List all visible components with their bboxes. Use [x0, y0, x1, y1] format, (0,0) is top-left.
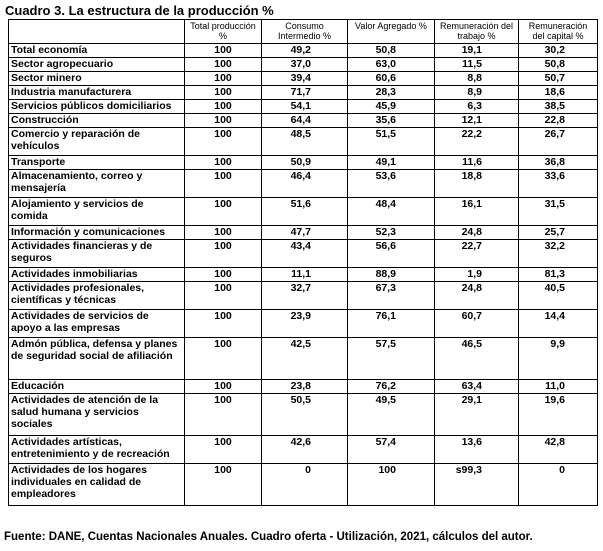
table-row: [9, 58, 598, 72]
sector-cell: Actividades profesionales, científicas y técnicas: [9, 282, 185, 310]
valor-agregado-cell: 48,4: [348, 198, 435, 226]
remuneracion-trabajo-cell: 18,8: [435, 170, 519, 198]
remuneracion-capital-cell: 19,6: [519, 394, 598, 436]
header-valor-agregado: Valor Agregado %: [348, 20, 435, 44]
table-row: [9, 128, 598, 156]
remuneracion-capital-cell: 22,8: [519, 114, 598, 128]
total-cell: 100: [185, 58, 262, 72]
sector-cell: Actividades financieras y de seguros: [9, 240, 185, 268]
sector-cell: Actividades de servicios de apoyo a las empresas: [9, 310, 185, 338]
remuneracion-capital-cell: 81,3: [519, 268, 598, 282]
remuneracion-capital-cell: 42,8: [519, 436, 598, 464]
table-row: [9, 170, 598, 198]
header-remuneracion-trabajo: Remuneración del trabajo %: [435, 20, 519, 44]
valor-agregado-cell: 52,3: [348, 226, 435, 240]
remuneracion-capital-cell: 18,6: [519, 86, 598, 100]
consumo-intermedio-cell: 46,4: [262, 170, 348, 198]
sector-cell: Construcción: [9, 114, 185, 128]
valor-agregado-cell: 57,5: [348, 338, 435, 380]
table-row: [9, 436, 598, 464]
remuneracion-trabajo-cell: 12,1: [435, 114, 519, 128]
header-total-produccion: Total producción %: [185, 20, 262, 44]
consumo-intermedio-cell: 0: [262, 464, 348, 506]
total-cell: 100: [185, 240, 262, 268]
consumo-intermedio-cell: 50,5: [262, 394, 348, 436]
remuneracion-trabajo-cell: 22,7: [435, 240, 519, 268]
remuneracion-trabajo-cell: 16,1: [435, 198, 519, 226]
table-row: [9, 198, 598, 226]
header-sector: [9, 20, 185, 44]
table-row: [9, 380, 598, 394]
remuneracion-capital-cell: 30,2: [519, 44, 598, 58]
table-row: [9, 100, 598, 114]
remuneracion-capital-cell: 31,5: [519, 198, 598, 226]
total-cell: 100: [185, 72, 262, 86]
remuneracion-trabajo-cell: 24,8: [435, 226, 519, 240]
total-cell: 100: [185, 114, 262, 128]
consumo-intermedio-cell: 54,1: [262, 100, 348, 114]
valor-agregado-cell: 53,6: [348, 170, 435, 198]
valor-agregado-cell: 28,3: [348, 86, 435, 100]
table-row: [9, 114, 598, 128]
consumo-intermedio-cell: 42,6: [262, 436, 348, 464]
total-cell: 100: [185, 128, 262, 156]
table-row: [9, 268, 598, 282]
sector-cell: Actividades de los hogares individuales en calidad de empleadores: [9, 464, 185, 506]
remuneracion-trabajo-cell: 8,8: [435, 72, 519, 86]
consumo-intermedio-cell: 37,0: [262, 58, 348, 72]
total-cell: 100: [185, 86, 262, 100]
remuneracion-capital-cell: 40,5: [519, 282, 598, 310]
sector-cell: Servicios públicos domiciliarios: [9, 100, 185, 114]
remuneracion-capital-cell: 0: [519, 464, 598, 506]
remuneracion-trabajo-cell: 46,5: [435, 338, 519, 380]
table-row: [9, 464, 598, 506]
valor-agregado-cell: 76,2: [348, 380, 435, 394]
remuneracion-trabajo-cell: 63,4: [435, 380, 519, 394]
remuneracion-trabajo-cell: 60,7: [435, 310, 519, 338]
remuneracion-capital-cell: 36,8: [519, 156, 598, 170]
table-row: [9, 310, 598, 338]
table-row: [9, 156, 598, 170]
valor-agregado-cell: 57,4: [348, 436, 435, 464]
sector-cell: Total economía: [9, 44, 185, 58]
remuneracion-trabajo-cell: 29,1: [435, 394, 519, 436]
sector-cell: Actividades inmobiliarias: [9, 268, 185, 282]
sector-cell: Industria manufacturera: [9, 86, 185, 100]
remuneracion-trabajo-cell: 6,3: [435, 100, 519, 114]
consumo-intermedio-cell: 43,4: [262, 240, 348, 268]
valor-agregado-cell: 51,5: [348, 128, 435, 156]
valor-agregado-cell: 49,5: [348, 394, 435, 436]
remuneracion-capital-cell: 9,9: [519, 338, 598, 380]
consumo-intermedio-cell: 49,2: [262, 44, 348, 58]
consumo-intermedio-cell: 23,9: [262, 310, 348, 338]
production-structure-table: [8, 19, 598, 506]
valor-agregado-cell: 45,9: [348, 100, 435, 114]
valor-agregado-cell: 50,8: [348, 44, 435, 58]
consumo-intermedio-cell: 50,9: [262, 156, 348, 170]
total-cell: 100: [185, 310, 262, 338]
sector-cell: Educación: [9, 380, 185, 394]
total-cell: 100: [185, 198, 262, 226]
sector-cell: Alojamiento y servicios de comida: [9, 198, 185, 226]
total-cell: 100: [185, 338, 262, 380]
sector-cell: Admón pública, defensa y planes de seguridad social de afiliación: [9, 338, 185, 380]
remuneracion-trabajo-cell: 11,5: [435, 58, 519, 72]
table-row: [9, 338, 598, 380]
consumo-intermedio-cell: 64,4: [262, 114, 348, 128]
consumo-intermedio-cell: 32,7: [262, 282, 348, 310]
consumo-intermedio-cell: 23,8: [262, 380, 348, 394]
header-consumo-intermedio: Consumo Intermedio %: [262, 20, 348, 44]
remuneracion-trabajo-cell: s99,3: [435, 464, 519, 506]
remuneracion-trabajo-cell: 11,6: [435, 156, 519, 170]
total-cell: 100: [185, 156, 262, 170]
valor-agregado-cell: 100: [348, 464, 435, 506]
consumo-intermedio-cell: 47,7: [262, 226, 348, 240]
sector-cell: Sector agropecuario: [9, 58, 185, 72]
remuneracion-capital-cell: 11,0: [519, 380, 598, 394]
total-cell: 100: [185, 268, 262, 282]
remuneracion-capital-cell: 14,4: [519, 310, 598, 338]
remuneracion-trabajo-cell: 8,9: [435, 86, 519, 100]
table-row: [9, 44, 598, 58]
source-footnote: Fuente: DANE, Cuentas Nacionales Anuales. Cuadro oferta - Utilización, 2021, cálculos del autor.: [4, 531, 533, 543]
total-cell: 100: [185, 226, 262, 240]
table-title: Cuadro 3. La estructura de la producción %: [5, 3, 274, 18]
table-row: [9, 394, 598, 436]
total-cell: 100: [185, 44, 262, 58]
consumo-intermedio-cell: 51,6: [262, 198, 348, 226]
valor-agregado-cell: 56,6: [348, 240, 435, 268]
sector-cell: Actividades de atención de la salud humana y servicios sociales: [9, 394, 185, 436]
remuneracion-capital-cell: 26,7: [519, 128, 598, 156]
remuneracion-trabajo-cell: 13,6: [435, 436, 519, 464]
consumo-intermedio-cell: 48,5: [262, 128, 348, 156]
header-row: [9, 20, 598, 44]
remuneracion-capital-cell: 33,6: [519, 170, 598, 198]
sector-cell: Sector minero: [9, 72, 185, 86]
sector-cell: Información y comunicaciones: [9, 226, 185, 240]
consumo-intermedio-cell: 71,7: [262, 86, 348, 100]
table-row: [9, 86, 598, 100]
remuneracion-capital-cell: 50,7: [519, 72, 598, 86]
valor-agregado-cell: 49,1: [348, 156, 435, 170]
valor-agregado-cell: 88,9: [348, 268, 435, 282]
remuneracion-capital-cell: 38,5: [519, 100, 598, 114]
table-row: [9, 240, 598, 268]
header-remuneracion-capital: Remuneración del capital %: [519, 20, 598, 44]
total-cell: 100: [185, 394, 262, 436]
total-cell: 100: [185, 170, 262, 198]
remuneracion-capital-cell: 32,2: [519, 240, 598, 268]
remuneracion-capital-cell: 25,7: [519, 226, 598, 240]
sector-cell: Actividades artísticas, entretenimiento y de recreación: [9, 436, 185, 464]
table-row: [9, 226, 598, 240]
table-row: [9, 72, 598, 86]
sector-cell: Comercio y reparación de vehículos: [9, 128, 185, 156]
valor-agregado-cell: 76,1: [348, 310, 435, 338]
total-cell: 100: [185, 380, 262, 394]
sector-cell: Transporte: [9, 156, 185, 170]
total-cell: 100: [185, 436, 262, 464]
table-row: [9, 282, 598, 310]
consumo-intermedio-cell: 42,5: [262, 338, 348, 380]
total-cell: 100: [185, 282, 262, 310]
valor-agregado-cell: 60,6: [348, 72, 435, 86]
remuneracion-trabajo-cell: 19,1: [435, 44, 519, 58]
valor-agregado-cell: 63,0: [348, 58, 435, 72]
sector-cell: Almacenamiento, correo y mensajería: [9, 170, 185, 198]
consumo-intermedio-cell: 11,1: [262, 268, 348, 282]
remuneracion-trabajo-cell: 24,8: [435, 282, 519, 310]
valor-agregado-cell: 35,6: [348, 114, 435, 128]
valor-agregado-cell: 67,3: [348, 282, 435, 310]
remuneracion-trabajo-cell: 1,9: [435, 268, 519, 282]
remuneracion-capital-cell: 50,8: [519, 58, 598, 72]
consumo-intermedio-cell: 39,4: [262, 72, 348, 86]
total-cell: 100: [185, 464, 262, 506]
remuneracion-trabajo-cell: 22,2: [435, 128, 519, 156]
total-cell: 100: [185, 100, 262, 114]
